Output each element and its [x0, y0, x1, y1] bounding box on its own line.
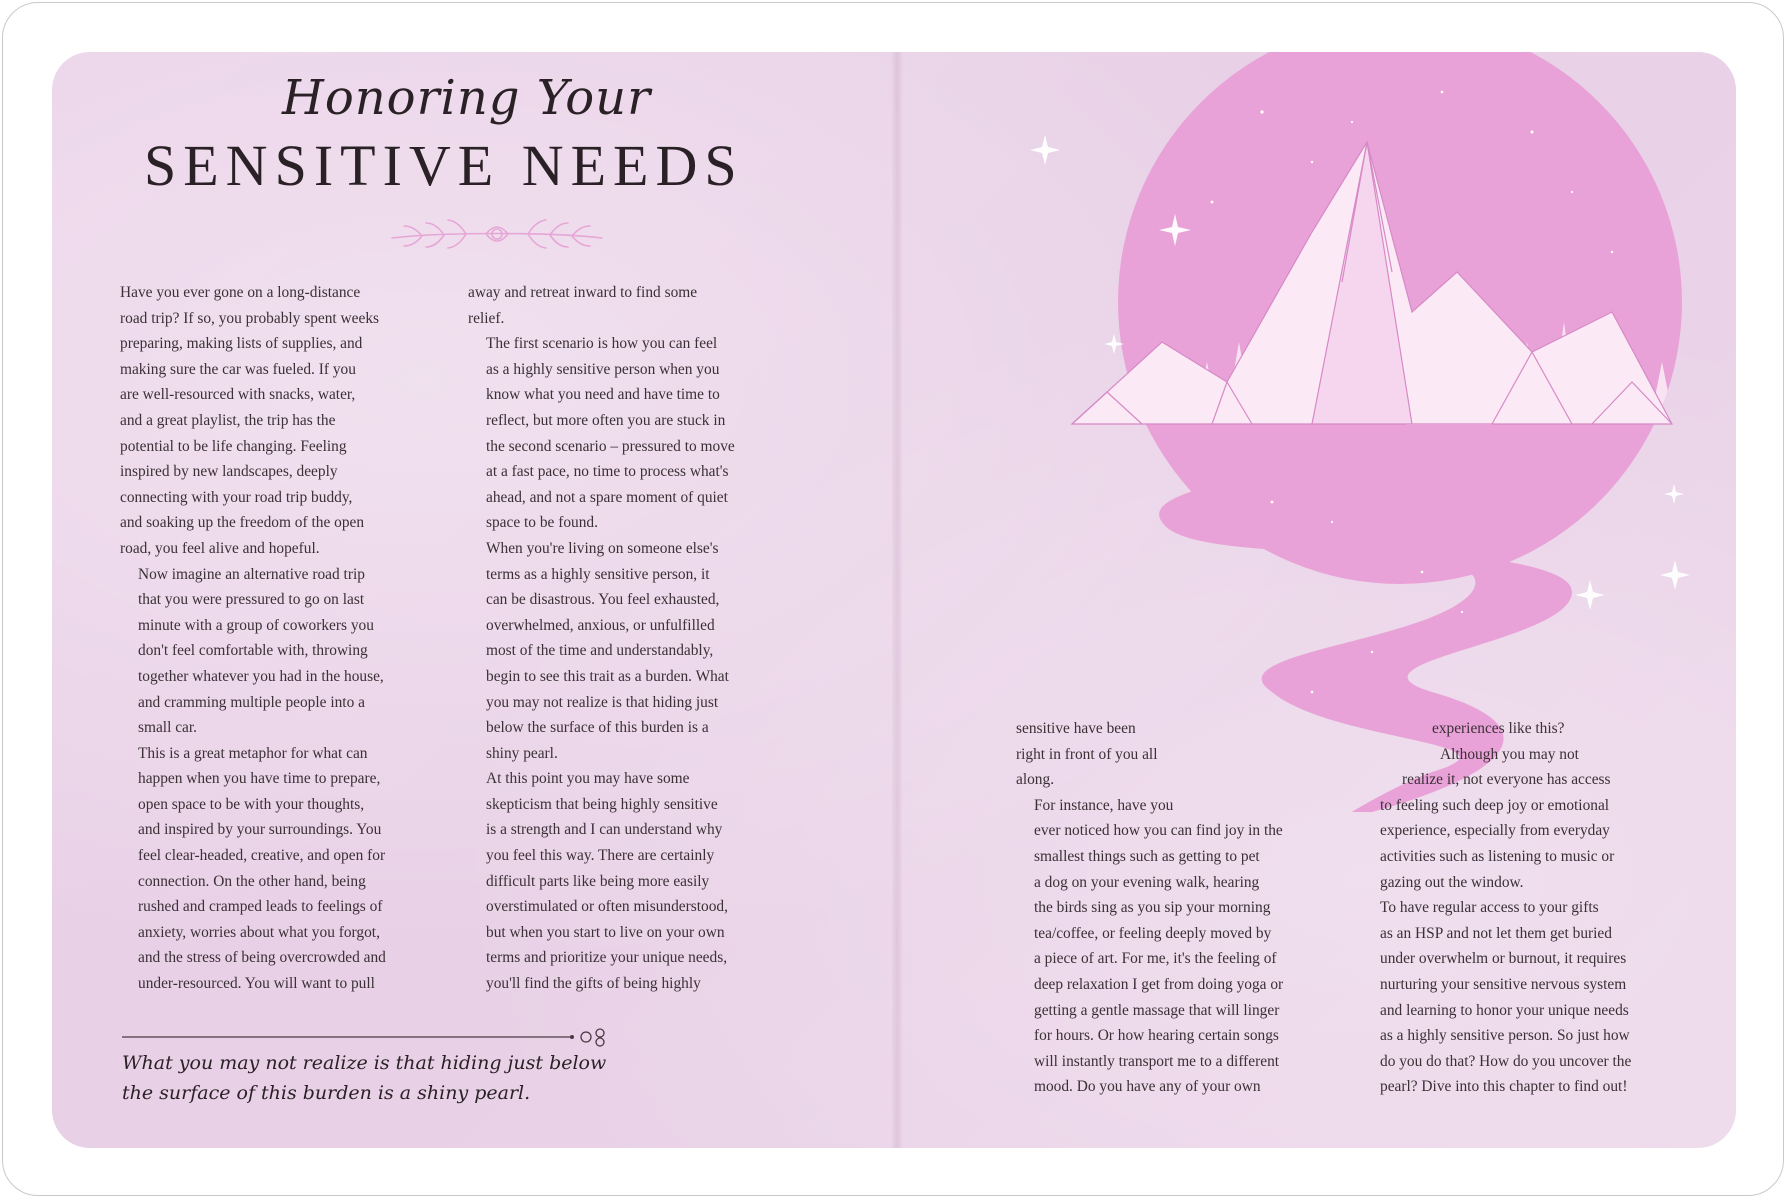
text-column-2 [468, 280, 783, 997]
title-caps-line: SENSITIVE NEEDS [144, 133, 744, 198]
title-script-line: Honoring Your [282, 70, 652, 126]
text-line: road trip? If so, you probably spent weeks [120, 309, 380, 327]
text-line: To have regular access to your gifts [1380, 899, 1599, 917]
laurel-ornament-icon [382, 210, 612, 262]
paragraph [120, 280, 440, 562]
text-line: reflect, but more often you are stuck in [486, 411, 726, 429]
text-line: most of the time and understandably, [486, 642, 714, 660]
text-line: but when you start to live on your own [486, 923, 725, 941]
text-line: inspired by new landscapes, deeply [120, 463, 338, 481]
paragraph [120, 741, 440, 997]
text-line: happen when you have time to prepare, [138, 770, 381, 788]
text-column-4 [1362, 716, 1692, 1100]
text-line: as a highly sensitive person when you [486, 360, 720, 378]
paragraph [1362, 716, 1692, 742]
text-line: At this point you may have some [486, 770, 690, 788]
text-line: potential to be life changing. Feeling [120, 437, 347, 455]
text-line: mood. Do you have any of your own [1034, 1078, 1261, 1096]
text-column-1 [120, 280, 440, 997]
text-line: and learning to honor your unique needs [1380, 1001, 1629, 1019]
text-line: the second scenario – pressured to move [486, 437, 735, 455]
text-line: connection. On the other hand, being [138, 872, 366, 890]
text-line: space to be found. [486, 514, 598, 532]
paragraph [468, 280, 783, 331]
text-line: under overwhelm or burnout, it requires [1380, 950, 1627, 968]
text-line: rushed and cramped leads to feelings of [138, 898, 383, 916]
book-gutter [892, 52, 902, 1148]
text-line: terms as a highly sensitive person, it [486, 565, 710, 583]
paragraph [120, 562, 440, 741]
paragraph [468, 536, 783, 766]
text-line: you may not realize is that hiding just [486, 693, 719, 711]
text-line: pearl? Dive into this chapter to find out! [1380, 1078, 1628, 1096]
book-spread [52, 52, 1736, 1148]
paragraph [1016, 793, 1346, 1100]
text-line: below the surface of this burden is a [486, 719, 709, 737]
text-line: right in front of you all [1016, 745, 1158, 763]
text-line: deep relaxation I get from doing yoga or [1034, 975, 1284, 993]
text-line: small car. [138, 719, 197, 737]
text-line: minute with a group of coworkers you [138, 616, 374, 634]
text-line: do you do that? How do you uncover the [1380, 1052, 1632, 1070]
text-line: overwhelmed, anxious, or unfulfilled [486, 616, 715, 634]
text-line: are well-resourced with snacks, water, [120, 386, 356, 404]
text-line: a piece of art. For me, it's the feeling of [1034, 950, 1277, 968]
text-line: road, you feel alive and hopeful. [120, 539, 320, 557]
text-line: relief. [468, 309, 505, 327]
text-line: gazing out the window. [1380, 873, 1524, 891]
text-line: connecting with your road trip buddy, [120, 488, 353, 506]
paragraph [468, 766, 783, 996]
text-line: This is a great metaphor for what can [138, 744, 368, 762]
text-line: smallest things such as getting to pet [1034, 847, 1260, 865]
text-line: that you were pressured to go on last [138, 591, 365, 609]
mountain-river-moon-icon [1012, 52, 1736, 812]
text-line: as a highly sensitive person. So just how [1380, 1027, 1630, 1045]
text-line: and soaking up the freedom of the open [120, 514, 365, 532]
text-line: The first scenario is how you can feel [486, 335, 718, 353]
text-line: tea/coffee, or feeling deeply moved by [1034, 924, 1272, 942]
paragraph [1016, 716, 1346, 793]
text-line: preparing, making lists of supplies, and [120, 335, 363, 353]
text-line: ahead, and not a spare moment of quiet [486, 488, 728, 506]
text-line: activities such as listening to music or [1380, 847, 1615, 865]
text-line: and cramming multiple people into a [138, 693, 365, 711]
text-line: sensitive have been [1016, 720, 1136, 737]
text-line: a dog on your evening walk, hearing [1034, 873, 1260, 891]
paragraph [1362, 742, 1692, 896]
text-line: realize it, not everyone has access [1402, 771, 1611, 789]
text-line: together whatever you had in the house, [138, 667, 384, 685]
text-line: to feeling such deep joy or emotional [1380, 796, 1610, 814]
text-line: you'll find the gifts of being highly [486, 975, 701, 993]
text-line: away and retreat inward to find some [468, 284, 698, 301]
text-line: nurturing your sensitive nervous system [1380, 975, 1627, 993]
text-line: getting a gentle massage that will linger [1034, 1001, 1280, 1019]
text-line: Although you may not [1440, 745, 1579, 763]
text-line: For instance, have you [1034, 796, 1174, 814]
text-line: and the stress of being overcrowded and [138, 949, 386, 967]
text-line: open space to be with your thoughts, [138, 795, 365, 813]
text-line: you feel this way. There are certainly [486, 847, 715, 865]
text-line: can be disastrous. You feel exhausted, [486, 591, 720, 609]
text-line: and inspired by your surroundings. You [138, 821, 382, 839]
text-line: is a strength and I can understand why [486, 821, 723, 839]
text-line: Have you ever gone on a long-distance [120, 284, 361, 301]
text-line: for hours. Or how hearing certain songs [1034, 1027, 1279, 1045]
text-line: Now imagine an alternative road trip [138, 565, 365, 583]
text-line: under-resourced. You will want to pull [138, 975, 375, 993]
text-line: along. [1016, 771, 1055, 789]
text-line: and a great playlist, the trip has the [120, 411, 336, 429]
text-line: the birds sing as you sip your morning [1034, 899, 1271, 917]
text-line: feel clear-headed, creative, and open for [138, 847, 386, 865]
text-line: terms and prioritize your unique needs, [486, 949, 728, 967]
paragraph [1362, 895, 1692, 1100]
text-line: ever noticed how you can find joy in the [1034, 822, 1283, 840]
text-line: experience, especially from everyday [1380, 822, 1610, 840]
paragraph [468, 331, 783, 536]
pull-quote-line: What you may not realize is that hiding just below [122, 1052, 607, 1074]
pull-quote-line: the surface of this burden is a shiny pearl. [122, 1082, 531, 1104]
pull-quote-rule-icon [120, 1026, 610, 1048]
text-line: at a fast pace, no time to process what's [486, 463, 729, 481]
text-line: experiences like this? [1432, 720, 1565, 737]
text-line: don't feel comfortable with, throwing [138, 642, 368, 660]
pull-quote [122, 1048, 642, 1108]
text-line: overstimulated or often misunderstood, [486, 898, 728, 916]
text-line: making sure the car was fueled. If you [120, 360, 356, 378]
text-line: shiny pearl. [486, 744, 558, 762]
text-line: anxiety, worries about what you forgot, [138, 923, 380, 941]
text-line: will instantly transport me to a different [1034, 1052, 1280, 1070]
text-line: know what you need and have time to [486, 386, 720, 404]
text-line: as an HSP and not let them get buried [1380, 924, 1612, 942]
text-column-3 [1016, 716, 1346, 1100]
text-line: When you're living on someone else's [486, 539, 719, 557]
text-line: begin to see this trait as a burden. What [486, 667, 729, 685]
text-line: difficult parts like being more easily [486, 872, 710, 890]
text-line: skepticism that being highly sensitive [486, 795, 718, 813]
